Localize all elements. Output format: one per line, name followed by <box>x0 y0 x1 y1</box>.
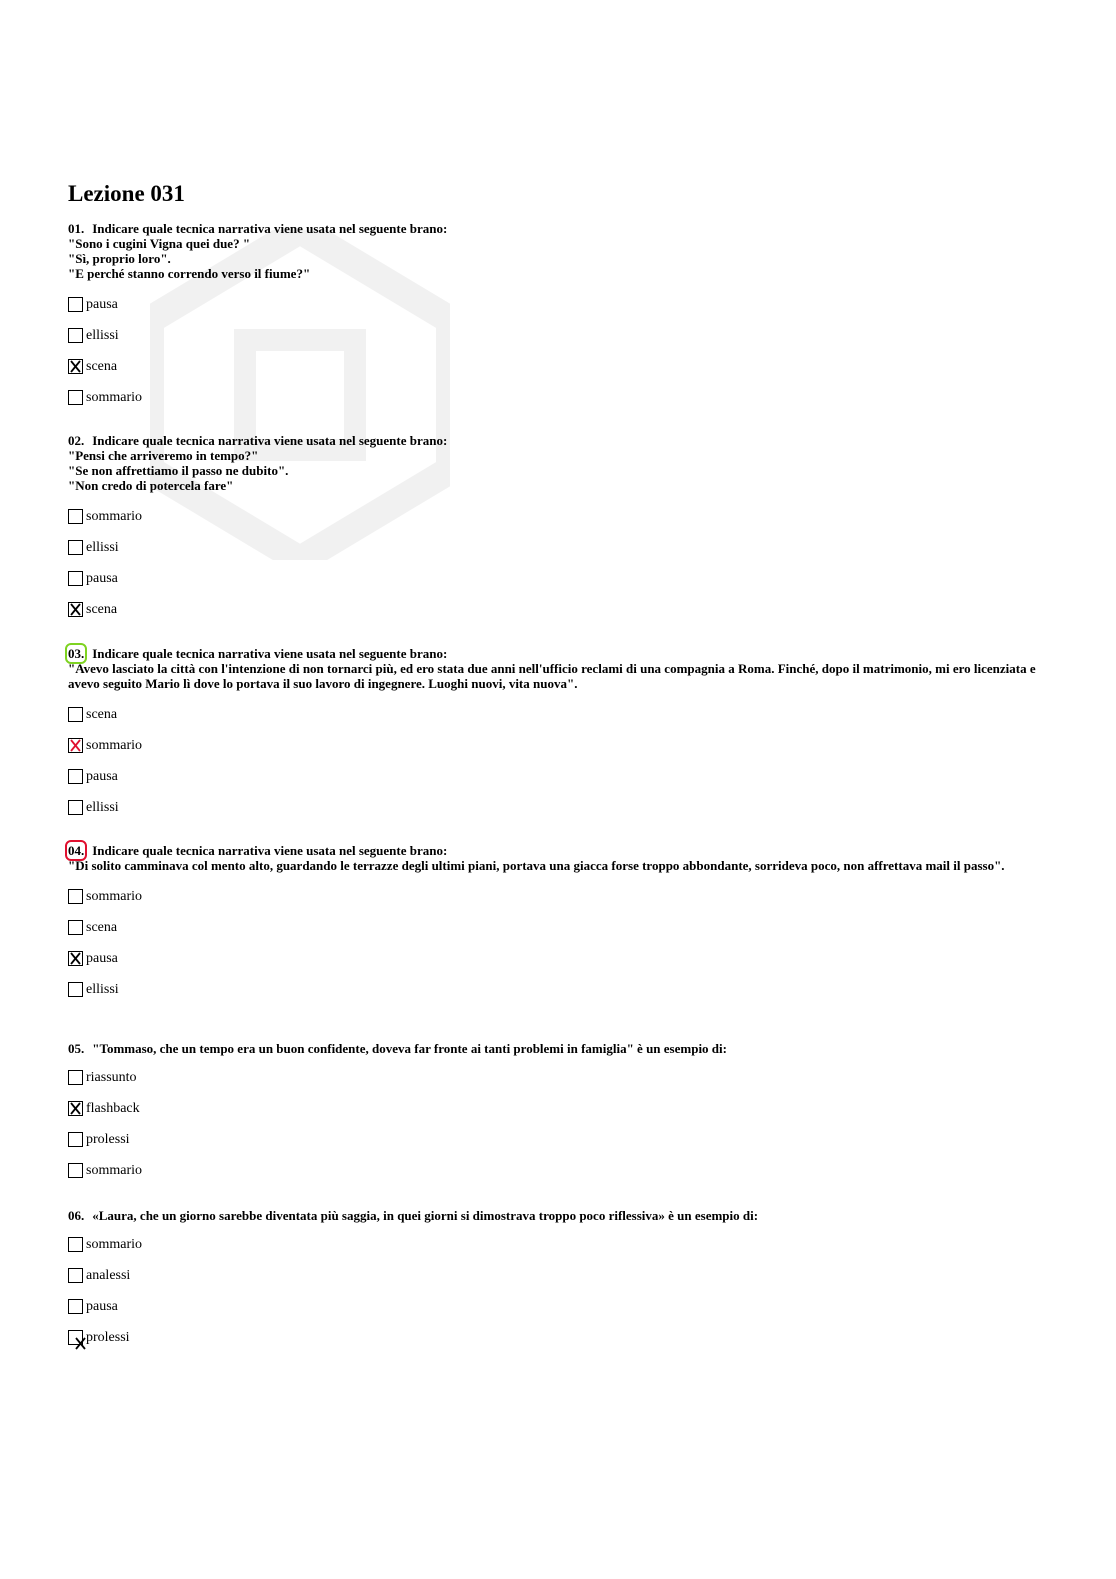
answer-options <box>68 1068 1048 1180</box>
checkbox[interactable] <box>68 800 83 815</box>
answer-option[interactable] <box>68 295 1048 314</box>
question-number: 06. <box>68 1208 85 1223</box>
question-number: 02. <box>68 433 85 448</box>
checked-checkbox[interactable] <box>68 1101 83 1116</box>
option-label: sommario <box>86 737 142 753</box>
checked-checkbox[interactable] <box>68 602 83 617</box>
option-label: sommario <box>86 888 142 904</box>
answer-option[interactable] <box>68 538 1048 557</box>
question-1 <box>68 221 1048 419</box>
option-label: sommario <box>86 389 142 405</box>
answer-options <box>68 887 1048 999</box>
option-label: riassunto <box>86 1069 137 1085</box>
answer-options <box>68 295 1048 407</box>
checked-checkbox[interactable] <box>68 738 83 753</box>
checked-checkbox[interactable] <box>68 359 83 374</box>
option-label: scena <box>86 919 118 935</box>
question-2 <box>68 433 1048 631</box>
answer-option[interactable] <box>68 1297 1048 1316</box>
checkbox[interactable] <box>68 920 83 935</box>
answer-option[interactable] <box>68 569 1048 588</box>
checkbox[interactable] <box>68 982 83 997</box>
question-header <box>68 221 1048 281</box>
checkbox[interactable] <box>68 1237 83 1252</box>
checked-checkbox[interactable] <box>68 1330 83 1345</box>
answer-option[interactable] <box>68 1235 1048 1254</box>
answer-options <box>68 705 1048 817</box>
question-4 <box>68 843 1048 1011</box>
answer-option[interactable] <box>68 600 1048 619</box>
question-text: «Laura, che un giorno sarebbe diventata più saggia, in quei giorni si dimostrava troppo poco riflessiva» è un esempio di: <box>92 1208 759 1223</box>
checkbox[interactable] <box>68 540 83 555</box>
answer-option[interactable] <box>68 705 1048 724</box>
question-header <box>68 1041 1048 1056</box>
checkbox[interactable] <box>68 297 83 312</box>
answer-option[interactable] <box>68 1328 1048 1347</box>
checkbox[interactable] <box>68 769 83 784</box>
checkbox[interactable] <box>68 1268 83 1283</box>
question-header <box>68 843 1048 873</box>
question-text: Indicare quale tecnica narrativa viene usata nel seguente brano: "Pensi che arriveremo in tempo?" "Se non affrettiamo il passo ne dubito". "Non credo di potercela fare" <box>68 433 448 493</box>
option-label: analessi <box>86 1267 131 1283</box>
answer-options <box>68 507 1048 619</box>
question-5 <box>68 1041 1048 1192</box>
answer-option[interactable] <box>68 1099 1048 1118</box>
checkbox[interactable] <box>68 328 83 343</box>
page-title: Lezione 031 <box>68 181 185 206</box>
option-label: ellissi <box>86 327 119 343</box>
question-number: 03. <box>68 646 85 661</box>
option-label: scena <box>86 358 118 374</box>
option-label: pausa <box>86 1298 118 1314</box>
question-text: Indicare quale tecnica narrativa viene usata nel seguente brano: "Di solito camminava col mento alto, guardando le terrazze degli ultimi piani, portava una giacca forse troppo abbondante, sorrideva poco, non affrettava mail il passo". <box>68 843 1005 873</box>
answer-option[interactable] <box>68 918 1048 937</box>
checkbox[interactable] <box>68 1132 83 1147</box>
x-mark-icon <box>68 1101 83 1116</box>
answer-option[interactable] <box>68 887 1048 906</box>
option-label: pausa <box>86 768 118 784</box>
option-label: pausa <box>86 570 118 586</box>
option-label: scena <box>86 706 118 722</box>
question-number: 01. <box>68 221 85 236</box>
answer-option[interactable] <box>68 980 1048 999</box>
question-6 <box>68 1208 1048 1359</box>
answer-option[interactable] <box>68 1068 1048 1087</box>
checkbox[interactable] <box>68 707 83 722</box>
x-mark-icon <box>73 1336 88 1351</box>
answer-options <box>68 1235 1048 1347</box>
checkbox[interactable] <box>68 889 83 904</box>
question-number: 04. <box>68 843 85 858</box>
question-header <box>68 1208 1048 1223</box>
question-text: Indicare quale tecnica narrativa viene usata nel seguente brano: "Sono i cugini Vigna quei due? " "Sì, proprio loro". "E perché stanno correndo verso il fiume?" <box>68 221 448 281</box>
checkbox[interactable] <box>68 390 83 405</box>
answer-option[interactable] <box>68 1130 1048 1149</box>
checkbox[interactable] <box>68 1070 83 1085</box>
question-3 <box>68 646 1048 829</box>
option-label: flashback <box>86 1100 140 1116</box>
answer-option[interactable] <box>68 767 1048 786</box>
option-label: pausa <box>86 950 118 966</box>
answer-option[interactable] <box>68 736 1048 755</box>
option-label: ellissi <box>86 799 119 815</box>
answer-option[interactable] <box>68 1266 1048 1285</box>
answer-option[interactable] <box>68 798 1048 817</box>
x-mark-icon <box>68 359 83 374</box>
answer-option[interactable] <box>68 949 1048 968</box>
option-label: sommario <box>86 508 142 524</box>
answer-option[interactable] <box>68 507 1048 526</box>
option-label: pausa <box>86 296 118 312</box>
option-label: prolessi <box>86 1131 130 1147</box>
option-label: ellissi <box>86 981 119 997</box>
question-text: Indicare quale tecnica narrativa viene usata nel seguente brano: "Avevo lasciato la città con l'intenzione di non tornarci più, ed ero stata due anni nell'ufficio reclami di una compagnia a Roma. Finché, dopo il matrimonio, mi ero licenziata e avevo seguito Mario lì dove lo portava il suo lavoro di ingegnere. Luoghi nuovi, vita nuova". <box>68 646 1036 691</box>
option-label: sommario <box>86 1236 142 1252</box>
option-label: prolessi <box>86 1329 130 1345</box>
option-label: scena <box>86 601 118 617</box>
option-label: sommario <box>86 1162 142 1178</box>
question-number: 05. <box>68 1041 85 1056</box>
checkbox[interactable] <box>68 1299 83 1314</box>
answer-option[interactable] <box>68 388 1048 407</box>
x-mark-icon <box>68 602 83 617</box>
checked-checkbox[interactable] <box>68 951 83 966</box>
answer-option[interactable] <box>68 326 1048 345</box>
checkbox[interactable] <box>68 571 83 586</box>
x-mark-icon <box>68 951 83 966</box>
checkbox[interactable] <box>68 509 83 524</box>
x-mark-icon <box>68 738 83 753</box>
option-label: ellissi <box>86 539 119 555</box>
checkbox[interactable] <box>68 1163 83 1178</box>
question-header <box>68 433 1048 493</box>
answer-option[interactable] <box>68 1161 1048 1180</box>
question-header <box>68 646 1048 691</box>
answer-option[interactable] <box>68 357 1048 376</box>
question-text: "Tommaso, che un tempo era un buon confidente, doveva far fronte ai tanti problemi in famiglia" è un esempio di: <box>92 1041 727 1056</box>
